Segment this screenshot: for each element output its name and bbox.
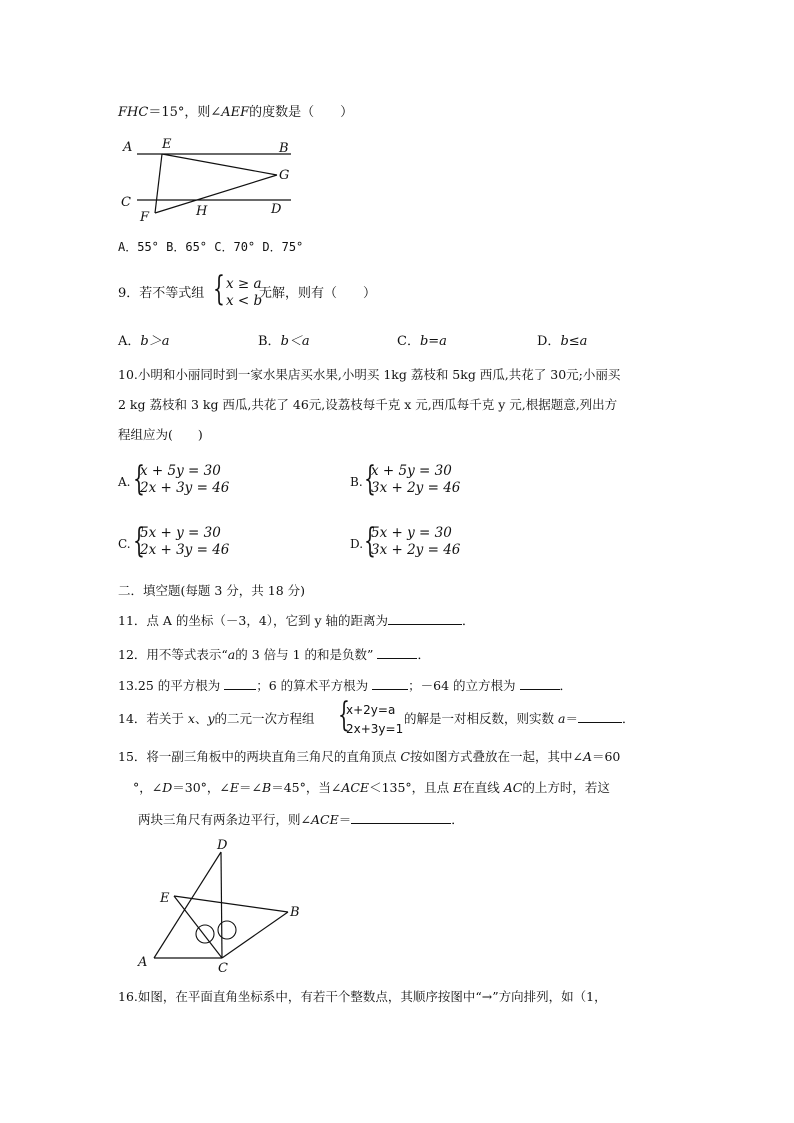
segment-dc — [221, 852, 222, 958]
q9-stem: 9．若不等式组 — [118, 286, 205, 301]
q10-option-a-eq2: 2x + 3y = 46 — [140, 480, 230, 496]
q10-option-a-eq1: x + 5y = 30 — [140, 463, 221, 479]
q15-var-e2: E — [453, 780, 463, 795]
q15-l2a: °，∠ — [133, 780, 163, 795]
label-b: B — [290, 905, 300, 920]
q12 — [118, 646, 430, 664]
label-b: B — [279, 141, 289, 156]
q9-option-c[interactable] — [397, 333, 447, 351]
q13 — [118, 677, 572, 695]
angle-mark-1 — [196, 925, 214, 943]
q15-l3a: 两块三角尺有两条边平行，则∠ — [138, 812, 311, 827]
q8-figure — [115, 133, 305, 225]
q8-stem-end: 的度数是（ ） — [249, 105, 354, 120]
q15-var-d: D — [162, 780, 173, 795]
q15-l2c: ＝∠ — [239, 780, 263, 795]
q8-stem-text: ＝15°，则∠ — [148, 105, 222, 120]
q13-part2: ；6 的算术平方根为 — [256, 678, 373, 693]
q9-option-a-value: b＞a — [140, 334, 170, 349]
q14-part1: 14．若关于 — [118, 711, 188, 726]
label-h: H — [196, 204, 208, 219]
q14-part4: ＝ — [565, 711, 578, 726]
segment-eg — [162, 154, 277, 175]
q11-text: 11．点 A 的坐标（－3，4），它到 y 轴的距离为 — [118, 613, 389, 628]
q9-option-d[interactable] — [537, 333, 587, 351]
q15-l1c: ＝60 — [591, 749, 621, 764]
q12-text: 12．用不等式表示“ — [118, 647, 228, 662]
q15-var-a: A — [582, 749, 592, 764]
q13-blank1[interactable] — [224, 677, 256, 690]
label-d: D — [271, 202, 282, 217]
q10-option-a-brace: { — [133, 459, 145, 499]
label-e: E — [162, 137, 172, 152]
q12-answer-blank[interactable] — [377, 646, 417, 659]
q15-line1 — [118, 748, 620, 766]
q8-stem-angle-start: FHC — [118, 105, 149, 120]
q14-eq2: 2x+3y=1 — [346, 722, 404, 736]
q9-row1: x ≥ a — [226, 276, 262, 292]
q15-line2 — [133, 779, 610, 797]
q10-option-c-label[interactable]: C. — [118, 537, 131, 551]
q15-var-c: C — [400, 749, 410, 764]
q11-answer-blank[interactable] — [388, 612, 462, 625]
q9-option-b[interactable] — [258, 333, 310, 351]
q14-part3: 的解是一对相反数，则实数 — [404, 711, 558, 726]
q15-l1b: 按如图方式叠放在一起，其中∠ — [409, 749, 583, 764]
q8-options: A．55° B．65° C．70° D．75° — [118, 240, 304, 254]
q15-line-ac: AC — [503, 780, 523, 795]
q10-option-c-eq1: 5x + y = 30 — [140, 525, 221, 541]
q11-end: ． — [462, 613, 475, 628]
q10-option-d-eq2: 3x + 2y = 46 — [371, 542, 461, 558]
q9-option-c-label: C． — [397, 334, 420, 349]
q14-rest — [404, 710, 634, 728]
segment-ef — [155, 154, 162, 213]
q10-option-a-system — [140, 463, 229, 497]
segment-bc — [222, 912, 288, 958]
section-heading: 二．填空题(每题 3 分，共 18 分) — [118, 583, 306, 598]
q9-row2: x < b — [226, 293, 263, 309]
q13-part1: 13.25 的平方根为 — [118, 678, 225, 693]
q10-line1: 10.小明和小丽同时到一家水果店买水果,小明买 1kg 荔枝和 5kg 西瓜,共花了 30元;小丽买 — [118, 367, 621, 382]
q14-var-y: y — [207, 711, 215, 726]
q13-blank2[interactable] — [372, 677, 408, 690]
q10-option-d-eq1: 5x + y = 30 — [371, 525, 452, 541]
q9-brace: { — [213, 269, 225, 309]
q9-option-d-label: D． — [537, 334, 561, 349]
q14-comma: 、 — [194, 711, 208, 726]
q15-l2g: 的上方时，若这 — [522, 780, 610, 795]
q9-option-a-label: A． — [118, 334, 141, 349]
q15-l2f: 在直线 — [462, 780, 504, 795]
q10-option-b-brace: { — [364, 459, 376, 499]
q15-l3b: ＝ — [338, 812, 352, 827]
q14-part2: 的二元一次方程组 — [214, 711, 315, 726]
q9-option-b-value: b＜a — [280, 334, 310, 349]
q12-end: ． — [417, 647, 430, 662]
q9-option-c-value: b=a — [419, 334, 447, 349]
q9-system — [226, 276, 262, 310]
q10-option-c-brace: { — [133, 521, 145, 561]
q15-l2b: ＝30°，∠ — [172, 780, 230, 795]
q9-option-b-label: B． — [258, 334, 281, 349]
q10-option-b-eq1: x + 5y = 30 — [371, 463, 452, 479]
q15-angle-ace2: ACE — [310, 812, 339, 827]
angle-mark-2 — [218, 921, 236, 939]
label-f: F — [140, 210, 150, 225]
q10-option-c-eq2: 2x + 3y = 46 — [140, 542, 230, 558]
label-a: A — [123, 140, 133, 155]
q9-suffix: 无解，则有（ ） — [259, 286, 377, 301]
q10-option-d-system — [371, 525, 460, 559]
label-c: C — [218, 961, 228, 976]
q15-l2d: ＝45°，当∠ — [271, 780, 342, 795]
q13-end: ． — [559, 678, 573, 693]
q11 — [118, 612, 475, 630]
q10-option-b-eq2: 3x + 2y = 46 — [371, 480, 461, 496]
q14-eq1: x+2y=a — [346, 703, 396, 717]
q14-answer-blank[interactable] — [578, 710, 622, 723]
q15-end: ． — [451, 812, 464, 827]
q10-line3: 程组应为( ) — [118, 427, 203, 442]
q10-option-c-system — [140, 525, 229, 559]
segment-fg — [155, 175, 277, 213]
q15-l2e: ＜135°，且点 — [369, 780, 454, 795]
segment-ec — [174, 896, 222, 958]
q16-line1: 16.如图，在平面直角坐标系中，有若干个整数点，其顺序按图中“→”方向排列，如（1， — [118, 989, 607, 1004]
q15-figure — [130, 834, 310, 980]
q10-option-b-label[interactable]: B. — [350, 475, 363, 489]
q15-var-b: B — [262, 780, 272, 795]
q13-part3: ；－64 的立方根为 — [408, 678, 520, 693]
q10-option-d-brace: { — [364, 521, 376, 561]
label-d: D — [217, 838, 228, 853]
q10-option-b-system — [371, 463, 460, 497]
q14-var-a: a — [557, 711, 566, 726]
q12-rest: 的 3 倍与 1 的和是负数” — [235, 647, 374, 662]
segment-eb — [174, 896, 288, 912]
label-a: A — [138, 955, 148, 970]
q15-answer-blank[interactable] — [351, 811, 451, 824]
q10-line2: 2 kg 荔枝和 3 kg 西瓜,共花了 46元,设荔枝每千克 x 元,西瓜每千克 y 元,根据题意,列出方 — [118, 397, 618, 412]
q15-line3 — [138, 811, 464, 829]
q10-option-a-label[interactable]: A. — [118, 475, 131, 489]
q8-stem-angle: AEF — [221, 105, 250, 120]
q8-stem — [118, 104, 353, 122]
q15-var-e: E — [229, 780, 240, 795]
q15-l1a: 15．将一副三角板中的两块直角三角尺的直角顶点 — [118, 749, 401, 764]
q14-brace: { — [338, 695, 350, 735]
label-g: G — [279, 168, 290, 183]
q12-var-a: a — [227, 647, 236, 662]
label-c: C — [121, 195, 131, 210]
q9-option-a[interactable] — [118, 333, 169, 351]
q15-angle-ace: ACE — [341, 780, 370, 795]
q14-var-x: x — [187, 711, 195, 726]
q9-option-d-value: b≤a — [560, 334, 588, 349]
q10-option-d-label[interactable]: D. — [350, 537, 364, 551]
q14-stem — [118, 710, 315, 728]
q13-blank3[interactable] — [520, 677, 560, 690]
label-e: E — [160, 891, 170, 906]
q14-system — [346, 701, 403, 739]
q14-end: ． — [621, 711, 635, 726]
